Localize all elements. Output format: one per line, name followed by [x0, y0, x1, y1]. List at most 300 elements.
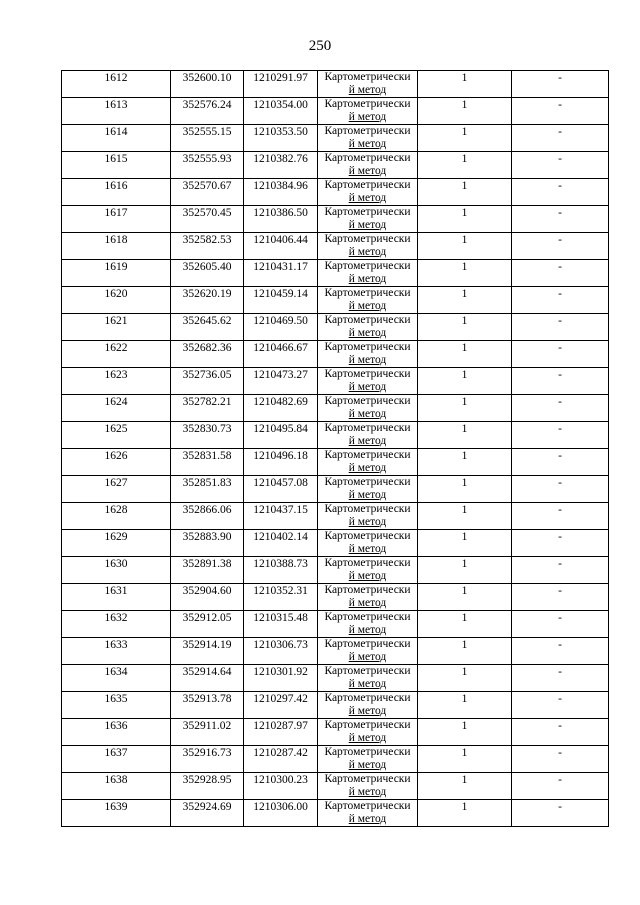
x-coordinate-cell — [171, 233, 244, 260]
method-cell — [318, 368, 418, 395]
method-text-line2: й метод — [348, 542, 387, 555]
y-coordinate-cell-text: 1210496.18 — [253, 450, 308, 462]
note-cell — [512, 422, 609, 449]
table-row — [62, 125, 609, 152]
method-cell — [318, 341, 418, 368]
mt-cell-text: 1 — [461, 612, 468, 624]
mt-cell — [418, 395, 512, 422]
note-cell-text: - — [558, 558, 562, 570]
x-coordinate-cell-text: 352605.40 — [182, 261, 232, 273]
mt-cell — [418, 476, 512, 503]
y-coordinate-cell-text: 1210352.31 — [253, 585, 308, 597]
point-number-cell-text: 1619 — [104, 261, 128, 273]
y-coordinate-cell-text: 1210457.08 — [253, 477, 308, 489]
method-cell — [318, 557, 418, 584]
method-text-line1: Картометрически — [324, 800, 411, 812]
method-text-line2: й метод — [348, 623, 387, 636]
table-row — [62, 503, 609, 530]
point-number-cell — [62, 530, 171, 557]
mt-cell-text: 1 — [461, 342, 468, 354]
x-coordinate-cell — [171, 206, 244, 233]
note-cell-text: - — [558, 747, 562, 759]
note-cell-text: - — [558, 99, 562, 111]
note-cell-text: - — [558, 126, 562, 138]
method-text-line1: Картометрически — [324, 449, 411, 461]
method-text-line2: й метод — [348, 299, 387, 312]
mt-cell — [418, 503, 512, 530]
x-coordinate-cell-text: 352570.67 — [182, 180, 232, 192]
method-text-line2: й метод — [348, 569, 387, 582]
mt-cell-text: 1 — [461, 693, 468, 705]
method-text-line1: Картометрически — [324, 422, 411, 434]
x-coordinate-cell-text: 352866.06 — [182, 504, 232, 516]
mt-cell-text: 1 — [461, 288, 468, 300]
note-cell-text: - — [558, 423, 562, 435]
y-coordinate-cell — [244, 152, 318, 179]
point-number-cell-text: 1631 — [104, 585, 128, 597]
note-cell — [512, 341, 609, 368]
note-cell — [512, 800, 609, 827]
x-coordinate-cell-text: 352916.73 — [182, 747, 232, 759]
mt-cell — [418, 233, 512, 260]
method-cell — [318, 422, 418, 449]
x-coordinate-cell — [171, 395, 244, 422]
y-coordinate-cell-text: 1210473.27 — [253, 369, 308, 381]
method-text-line1: Картометрически — [324, 206, 411, 218]
table-row — [62, 476, 609, 503]
mt-cell-text: 1 — [461, 801, 468, 813]
method-cell — [318, 98, 418, 125]
x-coordinate-cell — [171, 638, 244, 665]
table-row — [62, 611, 609, 638]
x-coordinate-cell — [171, 692, 244, 719]
x-coordinate-cell — [171, 557, 244, 584]
method-text-line1: Картометрически — [324, 71, 411, 83]
point-number-cell-text: 1624 — [104, 396, 128, 408]
method-text-line1: Картометрически — [324, 638, 411, 650]
method-cell — [318, 395, 418, 422]
y-coordinate-cell-text: 1210382.76 — [253, 153, 308, 165]
mt-cell-text: 1 — [461, 774, 468, 786]
note-cell — [512, 584, 609, 611]
mt-cell — [418, 773, 512, 800]
y-coordinate-cell-text: 1210306.73 — [253, 639, 308, 651]
mt-cell-text: 1 — [461, 504, 468, 516]
y-coordinate-cell — [244, 557, 318, 584]
point-number-cell — [62, 611, 171, 638]
point-number-cell-text: 1612 — [104, 72, 128, 84]
note-cell-text: - — [558, 801, 562, 813]
y-coordinate-cell — [244, 179, 318, 206]
method-cell — [318, 530, 418, 557]
y-coordinate-cell — [244, 71, 318, 98]
method-text-line2: й метод — [348, 137, 387, 150]
x-coordinate-cell-text: 352570.45 — [182, 207, 232, 219]
point-number-cell — [62, 98, 171, 125]
mt-cell — [418, 152, 512, 179]
y-coordinate-cell-text: 1210469.50 — [253, 315, 308, 327]
method-text-line2: й метод — [348, 461, 387, 474]
y-coordinate-cell — [244, 584, 318, 611]
y-coordinate-cell — [244, 233, 318, 260]
y-coordinate-cell — [244, 395, 318, 422]
table-row — [62, 152, 609, 179]
note-cell — [512, 179, 609, 206]
x-coordinate-cell — [171, 287, 244, 314]
y-coordinate-cell — [244, 773, 318, 800]
point-number-cell — [62, 395, 171, 422]
y-coordinate-cell — [244, 476, 318, 503]
note-cell — [512, 314, 609, 341]
mt-cell-text: 1 — [461, 261, 468, 273]
method-text-line2: й метод — [348, 596, 387, 609]
method-text-line1: Картометрически — [324, 719, 411, 731]
method-cell — [318, 719, 418, 746]
method-text-line1: Картометрически — [324, 152, 411, 164]
point-number-cell-text: 1613 — [104, 99, 128, 111]
mt-cell — [418, 584, 512, 611]
table-row — [62, 773, 609, 800]
point-number-cell-text: 1620 — [104, 288, 128, 300]
y-coordinate-cell — [244, 638, 318, 665]
y-coordinate-cell-text: 1210384.96 — [253, 180, 308, 192]
point-number-cell-text: 1637 — [104, 747, 128, 759]
method-text-line1: Картометрически — [324, 611, 411, 623]
x-coordinate-cell-text: 352600.10 — [182, 72, 232, 84]
method-text-line1: Картометрически — [324, 692, 411, 704]
x-coordinate-cell — [171, 125, 244, 152]
method-text-line1: Картометрически — [324, 287, 411, 299]
y-coordinate-cell — [244, 368, 318, 395]
method-cell — [318, 152, 418, 179]
note-cell-text: - — [558, 639, 562, 651]
method-text-line1: Картометрически — [324, 125, 411, 137]
y-coordinate-cell — [244, 314, 318, 341]
note-cell-text: - — [558, 369, 562, 381]
y-coordinate-cell-text: 1210495.84 — [253, 423, 308, 435]
x-coordinate-cell-text: 352620.19 — [182, 288, 232, 300]
point-number-cell-text: 1617 — [104, 207, 128, 219]
method-cell — [318, 638, 418, 665]
mt-cell-text: 1 — [461, 153, 468, 165]
point-number-cell — [62, 800, 171, 827]
point-number-cell-text: 1625 — [104, 423, 128, 435]
method-text-line2: й метод — [348, 110, 387, 123]
y-coordinate-cell — [244, 260, 318, 287]
x-coordinate-cell — [171, 800, 244, 827]
y-coordinate-cell — [244, 746, 318, 773]
table-row — [62, 800, 609, 827]
note-cell — [512, 773, 609, 800]
point-number-cell-text: 1636 — [104, 720, 128, 732]
note-cell-text: - — [558, 315, 562, 327]
mt-cell — [418, 125, 512, 152]
x-coordinate-cell — [171, 152, 244, 179]
page-number: 250 — [308, 38, 332, 54]
x-coordinate-cell-text: 352736.05 — [182, 369, 232, 381]
point-number-cell — [62, 341, 171, 368]
note-cell-text: - — [558, 450, 562, 462]
y-coordinate-cell — [244, 719, 318, 746]
method-text-line1: Картометрически — [324, 584, 411, 596]
mt-cell — [418, 98, 512, 125]
x-coordinate-cell-text: 352914.19 — [182, 639, 232, 651]
y-coordinate-cell-text: 1210287.97 — [253, 720, 308, 732]
point-number-cell — [62, 746, 171, 773]
note-cell — [512, 530, 609, 557]
mt-cell — [418, 746, 512, 773]
mt-cell-text: 1 — [461, 639, 468, 651]
x-coordinate-cell — [171, 341, 244, 368]
x-coordinate-cell — [171, 449, 244, 476]
mt-cell — [418, 665, 512, 692]
point-number-cell — [62, 233, 171, 260]
table-row — [62, 71, 609, 98]
y-coordinate-cell-text: 1210388.73 — [253, 558, 308, 570]
mt-cell-text: 1 — [461, 531, 468, 543]
point-number-cell-text: 1638 — [104, 774, 128, 786]
method-text-line1: Картометрически — [324, 746, 411, 758]
x-coordinate-cell-text: 352904.60 — [182, 585, 232, 597]
note-cell — [512, 665, 609, 692]
mt-cell-text: 1 — [461, 180, 468, 192]
table-row — [62, 395, 609, 422]
method-cell — [318, 206, 418, 233]
y-coordinate-cell — [244, 449, 318, 476]
mt-cell — [418, 314, 512, 341]
note-cell-text: - — [558, 666, 562, 678]
x-coordinate-cell-text: 352555.93 — [182, 153, 232, 165]
y-coordinate-cell — [244, 422, 318, 449]
note-cell — [512, 395, 609, 422]
mt-cell — [418, 800, 512, 827]
table-row — [62, 260, 609, 287]
point-number-cell — [62, 152, 171, 179]
note-cell — [512, 206, 609, 233]
point-number-cell — [62, 692, 171, 719]
point-number-cell-text: 1633 — [104, 639, 128, 651]
mt-cell-text: 1 — [461, 99, 468, 111]
table-row — [62, 746, 609, 773]
method-cell — [318, 287, 418, 314]
y-coordinate-cell — [244, 530, 318, 557]
mt-cell-text: 1 — [461, 450, 468, 462]
table-row — [62, 341, 609, 368]
point-number-cell-text: 1621 — [104, 315, 128, 327]
point-number-cell — [62, 449, 171, 476]
point-number-cell — [62, 71, 171, 98]
method-text-line2: й метод — [348, 704, 387, 717]
x-coordinate-cell — [171, 368, 244, 395]
note-cell — [512, 260, 609, 287]
method-cell — [318, 692, 418, 719]
point-number-cell-text: 1618 — [104, 234, 128, 246]
note-cell-text: - — [558, 477, 562, 489]
method-text-line2: й метод — [348, 758, 387, 771]
note-cell-text: - — [558, 288, 562, 300]
method-cell — [318, 179, 418, 206]
x-coordinate-cell-text: 352912.05 — [182, 612, 232, 624]
method-text-line2: й метод — [348, 218, 387, 231]
method-text-line1: Картометрически — [324, 476, 411, 488]
method-text-line2: й метод — [348, 272, 387, 285]
note-cell — [512, 152, 609, 179]
x-coordinate-cell-text: 352576.24 — [182, 99, 232, 111]
x-coordinate-cell — [171, 98, 244, 125]
y-coordinate-cell — [244, 341, 318, 368]
point-number-cell-text: 1632 — [104, 612, 128, 624]
method-cell — [318, 233, 418, 260]
method-text-line1: Картометрически — [324, 314, 411, 326]
method-text-line2: й метод — [348, 380, 387, 393]
mt-cell — [418, 260, 512, 287]
x-coordinate-cell — [171, 314, 244, 341]
x-coordinate-cell-text: 352782.21 — [182, 396, 232, 408]
x-coordinate-cell-text: 352582.53 — [182, 234, 232, 246]
x-coordinate-cell-text: 352883.90 — [182, 531, 232, 543]
point-number-cell — [62, 665, 171, 692]
note-cell-text: - — [558, 261, 562, 273]
point-number-cell — [62, 503, 171, 530]
x-coordinate-cell — [171, 530, 244, 557]
mt-cell-text: 1 — [461, 126, 468, 138]
method-text-line2: й метод — [348, 407, 387, 420]
table-row — [62, 422, 609, 449]
method-cell — [318, 584, 418, 611]
x-coordinate-cell — [171, 260, 244, 287]
x-coordinate-cell — [171, 665, 244, 692]
point-number-cell-text: 1635 — [104, 693, 128, 705]
point-number-cell — [62, 287, 171, 314]
y-coordinate-cell-text: 1210437.15 — [253, 504, 308, 516]
y-coordinate-cell-text: 1210306.00 — [253, 801, 308, 813]
point-number-cell-text: 1627 — [104, 477, 128, 489]
note-cell-text: - — [558, 72, 562, 84]
coordinates-table — [61, 70, 609, 827]
note-cell — [512, 449, 609, 476]
point-number-cell-text: 1639 — [104, 801, 128, 813]
method-text-line1: Картометрически — [324, 260, 411, 272]
y-coordinate-cell — [244, 206, 318, 233]
method-text-line2: й метод — [348, 488, 387, 501]
note-cell-text: - — [558, 504, 562, 516]
mt-cell — [418, 368, 512, 395]
method-text-line2: й метод — [348, 353, 387, 366]
y-coordinate-cell-text: 1210300.23 — [253, 774, 308, 786]
method-cell — [318, 71, 418, 98]
mt-cell — [418, 449, 512, 476]
note-cell-text: - — [558, 720, 562, 732]
table-row — [62, 638, 609, 665]
x-coordinate-cell — [171, 719, 244, 746]
y-coordinate-cell — [244, 692, 318, 719]
point-number-cell-text: 1622 — [104, 342, 128, 354]
mt-cell — [418, 206, 512, 233]
method-cell — [318, 800, 418, 827]
note-cell — [512, 476, 609, 503]
point-number-cell — [62, 638, 171, 665]
note-cell-text: - — [558, 234, 562, 246]
y-coordinate-cell-text: 1210297.42 — [253, 693, 308, 705]
y-coordinate-cell — [244, 665, 318, 692]
mt-cell — [418, 71, 512, 98]
y-coordinate-cell-text: 1210291.97 — [253, 72, 308, 84]
method-text-line2: й метод — [348, 434, 387, 447]
mt-cell-text: 1 — [461, 72, 468, 84]
note-cell — [512, 503, 609, 530]
note-cell — [512, 719, 609, 746]
y-coordinate-cell-text: 1210353.50 — [253, 126, 308, 138]
mt-cell-text: 1 — [461, 558, 468, 570]
mt-cell — [418, 179, 512, 206]
point-number-cell — [62, 557, 171, 584]
note-cell-text: - — [558, 396, 562, 408]
y-coordinate-cell-text: 1210287.42 — [253, 747, 308, 759]
method-text-line2: й метод — [348, 191, 387, 204]
table-row — [62, 287, 609, 314]
y-coordinate-cell-text: 1210354.00 — [253, 99, 308, 111]
x-coordinate-cell — [171, 422, 244, 449]
method-text-line1: Картометрически — [324, 179, 411, 191]
mt-cell-text: 1 — [461, 207, 468, 219]
point-number-cell — [62, 179, 171, 206]
x-coordinate-cell — [171, 476, 244, 503]
note-cell-text: - — [558, 180, 562, 192]
point-number-cell-text: 1626 — [104, 450, 128, 462]
x-coordinate-cell-text: 352555.15 — [182, 126, 232, 138]
mt-cell-text: 1 — [461, 747, 468, 759]
mt-cell-text: 1 — [461, 315, 468, 327]
note-cell-text: - — [558, 774, 562, 786]
note-cell-text: - — [558, 153, 562, 165]
note-cell — [512, 692, 609, 719]
y-coordinate-cell — [244, 800, 318, 827]
mt-cell-text: 1 — [461, 666, 468, 678]
x-coordinate-cell-text: 352911.02 — [182, 720, 232, 732]
table-row — [62, 314, 609, 341]
x-coordinate-cell-text: 352830.73 — [182, 423, 232, 435]
method-cell — [318, 260, 418, 287]
table-row — [62, 719, 609, 746]
mt-cell — [418, 422, 512, 449]
x-coordinate-cell — [171, 611, 244, 638]
table-row — [62, 557, 609, 584]
mt-cell — [418, 719, 512, 746]
y-coordinate-cell — [244, 125, 318, 152]
y-coordinate-cell-text: 1210301.92 — [253, 666, 308, 678]
point-number-cell-text: 1623 — [104, 369, 128, 381]
method-text-line1: Картометрически — [324, 341, 411, 353]
mt-cell-text: 1 — [461, 234, 468, 246]
method-text-line2: й метод — [348, 812, 387, 825]
method-text-line2: й метод — [348, 326, 387, 339]
point-number-cell — [62, 206, 171, 233]
y-coordinate-cell — [244, 98, 318, 125]
method-text-line1: Картометрически — [324, 665, 411, 677]
table-row — [62, 368, 609, 395]
point-number-cell — [62, 314, 171, 341]
mt-cell — [418, 530, 512, 557]
x-coordinate-cell-text: 352891.38 — [182, 558, 232, 570]
mt-cell-text: 1 — [461, 423, 468, 435]
method-cell — [318, 449, 418, 476]
y-coordinate-cell-text: 1210406.44 — [253, 234, 308, 246]
note-cell — [512, 233, 609, 260]
point-number-cell-text: 1630 — [104, 558, 128, 570]
table-row — [62, 206, 609, 233]
x-coordinate-cell-text: 352645.62 — [182, 315, 232, 327]
method-text-line2: й метод — [348, 164, 387, 177]
